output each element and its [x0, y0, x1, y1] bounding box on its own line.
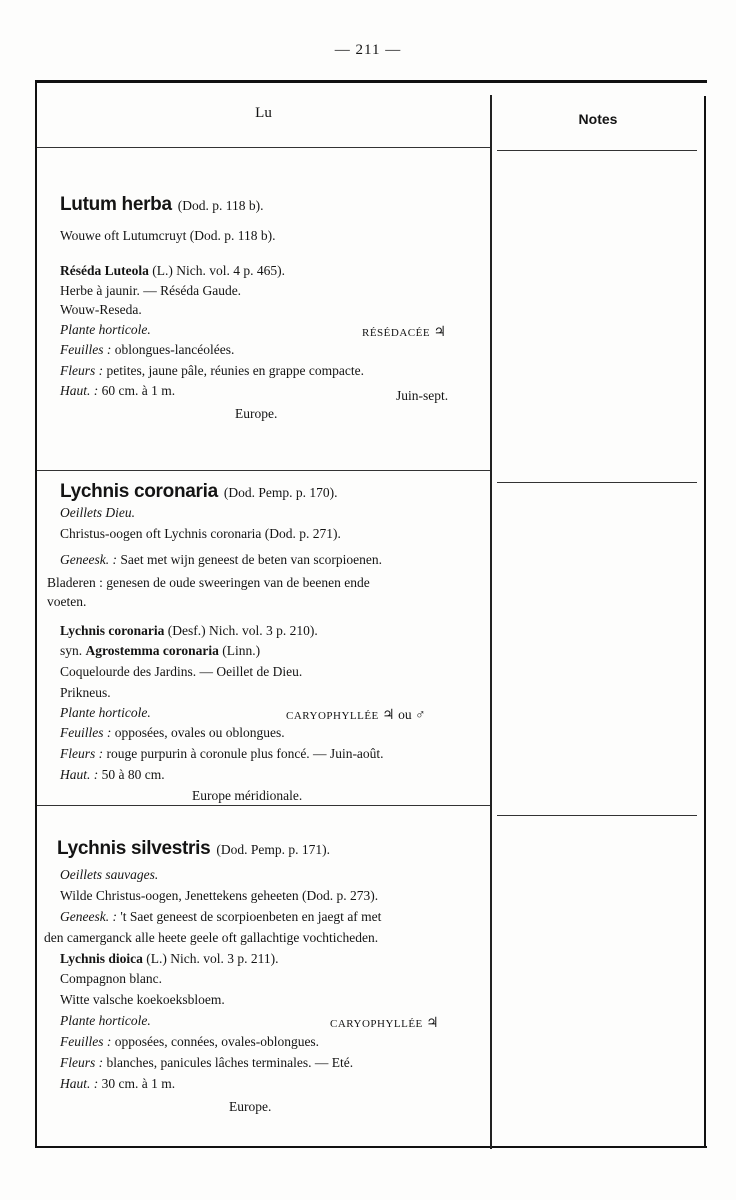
leaves-label: Feuilles :	[60, 1034, 112, 1049]
family-name: RÉSÉDACÉE	[362, 327, 431, 339]
common-name: Prikneus.	[60, 685, 111, 700]
medicinal-text: Bladeren : genesen de oude sweeringen van de beenen ende	[47, 575, 370, 590]
medicinal-text: 't Saet geneest de scorpioenbeten en jaegt af met	[120, 909, 382, 924]
height-line	[60, 382, 175, 399]
medicinal-line	[60, 551, 382, 568]
flowers-text: rouge purpurin à coronule plus foncé. — Juin-août.	[106, 746, 384, 761]
entry-separator-notes	[497, 815, 697, 816]
perennial-symbol-icon: ♃	[433, 325, 446, 340]
medicinal-text: Saet met wijn geneest de beten van scorpioenen.	[120, 552, 383, 567]
botanical-name: Réséda Luteola	[60, 263, 149, 278]
botanical-name-line	[60, 622, 318, 639]
family-line	[330, 1014, 439, 1033]
header-rule-notes	[497, 150, 697, 151]
plant-type-line	[60, 321, 151, 338]
medicinal-text: voeten.	[47, 594, 87, 609]
family-or: ou	[398, 707, 412, 722]
family-name: CARYOPHYLLÉE	[330, 1018, 423, 1030]
plant-type: Plante horticole.	[60, 322, 151, 337]
leaves-line	[60, 724, 285, 741]
entry-title-line	[60, 483, 337, 501]
alternate-name-line	[60, 504, 135, 521]
entry-title-ref: (Dod. Pemp. p. 170).	[223, 485, 338, 500]
flowers-text: blanches, panicules lâches terminales. — Eté.	[106, 1055, 354, 1070]
leaves-label: Feuilles :	[60, 725, 112, 740]
botanical-ref: (L.) Nich. vol. 3 p. 211).	[146, 951, 279, 966]
entry-title-ref: (Dod. Pemp. p. 171).	[216, 842, 330, 857]
leaves-label: Feuilles :	[60, 342, 112, 357]
botanical-ref: (Desf.) Nich. vol. 3 p. 210).	[167, 623, 318, 638]
height-line	[60, 1075, 175, 1092]
column-header-lu: Lu	[255, 105, 272, 121]
region: Europe.	[235, 406, 278, 421]
leaves-text: oblongues-lancéolées.	[114, 342, 235, 357]
flowers-text: petites, jaune pâle, réunies en grappe compacte.	[106, 363, 365, 378]
family-name: CARYOPHYLLÉE	[286, 710, 379, 722]
table-top-border	[35, 80, 707, 83]
height-label: Haut. :	[60, 767, 99, 782]
height-label: Haut. :	[60, 383, 99, 398]
region: Europe méridionale.	[192, 788, 303, 803]
botanical-name-line	[60, 950, 279, 967]
flowers-line	[60, 1054, 353, 1071]
flowering-period: Juin-sept.	[396, 388, 449, 403]
medicinal-line	[60, 908, 381, 925]
height-line	[60, 766, 165, 783]
entry-title: Lutum herba	[60, 194, 172, 215]
synonym-line	[60, 642, 260, 659]
synonym-ref: (Linn.)	[222, 643, 261, 658]
flowers-label: Fleurs :	[60, 363, 104, 378]
plant-type-line	[60, 704, 151, 721]
flemish-name: Christus-oogen oft Lychnis coronaria (Dod. p. 271).	[60, 526, 341, 541]
alternate-name: Oeillets sauvages.	[60, 867, 159, 882]
entry-title-line	[60, 196, 264, 214]
entry-title-line	[57, 840, 330, 858]
header-rule-lu	[37, 147, 490, 148]
height-text: 30 cm. à 1 m.	[101, 1076, 176, 1091]
common-name: Compagnon blanc.	[60, 971, 162, 986]
table-right-border	[704, 96, 706, 1148]
leaves-line	[60, 341, 234, 358]
entry-separator-lu	[37, 470, 490, 471]
leaves-text: opposées, connées, ovales-oblongues.	[114, 1034, 320, 1049]
medicinal-text: den camerganck alle heete geele oft gallachtige vochticheden.	[44, 930, 379, 945]
male-symbol-icon: ♂	[414, 708, 426, 723]
table-bottom-border	[35, 1146, 707, 1148]
common-name: Herbe à jaunir. — Réséda Gaude.	[60, 283, 242, 298]
perennial-symbol-icon: ♃	[382, 708, 395, 723]
table-left-border	[35, 80, 37, 1148]
botanical-name: Lychnis dioica	[60, 951, 143, 966]
column-divider	[490, 95, 492, 1149]
height-label: Haut. :	[60, 1076, 99, 1091]
medicinal-label: Geneesk. :	[60, 552, 117, 567]
entry-title-ref: (Dod. p. 118 b).	[177, 198, 264, 213]
page-number: — 211 —	[334, 42, 402, 58]
common-name: Wouw-Reseda.	[60, 302, 142, 317]
entry-separator-notes	[497, 482, 697, 483]
botanical-ref: (L.) Nich. vol. 4 p. 465).	[152, 263, 285, 278]
family-line	[286, 706, 425, 725]
plant-type: Plante horticole.	[60, 705, 151, 720]
entry-title: Lychnis silvestris	[57, 838, 211, 859]
flowers-line	[60, 745, 384, 762]
flemish-name: Wilde Christus-oogen, Jenettekens geheeten (Dod. p. 273).	[60, 888, 379, 903]
family-line	[362, 323, 446, 342]
plant-type: Plante horticole.	[60, 1013, 151, 1028]
medicinal-label: Geneesk. :	[60, 909, 117, 924]
flowers-label: Fleurs :	[60, 1055, 104, 1070]
height-text: 50 à 80 cm.	[101, 767, 165, 782]
common-name: Witte valsche koekoeksbloem.	[60, 992, 225, 1007]
leaves-line	[60, 1033, 319, 1050]
plant-type-line	[60, 1012, 151, 1029]
column-header-notes: Notes	[578, 111, 618, 127]
common-name: Coquelourde des Jardins. — Oeillet de Dieu.	[60, 664, 303, 679]
alternate-name-line	[60, 866, 158, 883]
synonym-name: Agrostemma coronaria	[85, 643, 219, 658]
botanical-name-line	[60, 262, 285, 279]
height-text: 60 cm. à 1 m.	[101, 383, 176, 398]
entry-separator-lu	[37, 805, 490, 806]
flowers-line	[60, 362, 364, 379]
flemish-name: Wouwe oft Lutumcruyt (Dod. p. 118 b).	[60, 228, 276, 243]
botanical-name: Lychnis coronaria	[60, 623, 165, 638]
alternate-name: Oeillets Dieu.	[60, 505, 135, 520]
synonym-label: syn.	[60, 643, 83, 658]
entry-title: Lychnis coronaria	[60, 481, 218, 502]
region: Europe.	[229, 1099, 272, 1114]
leaves-text: opposées, ovales ou oblongues.	[114, 725, 285, 740]
flowers-label: Fleurs :	[60, 746, 104, 761]
perennial-symbol-icon: ♃	[426, 1016, 439, 1031]
